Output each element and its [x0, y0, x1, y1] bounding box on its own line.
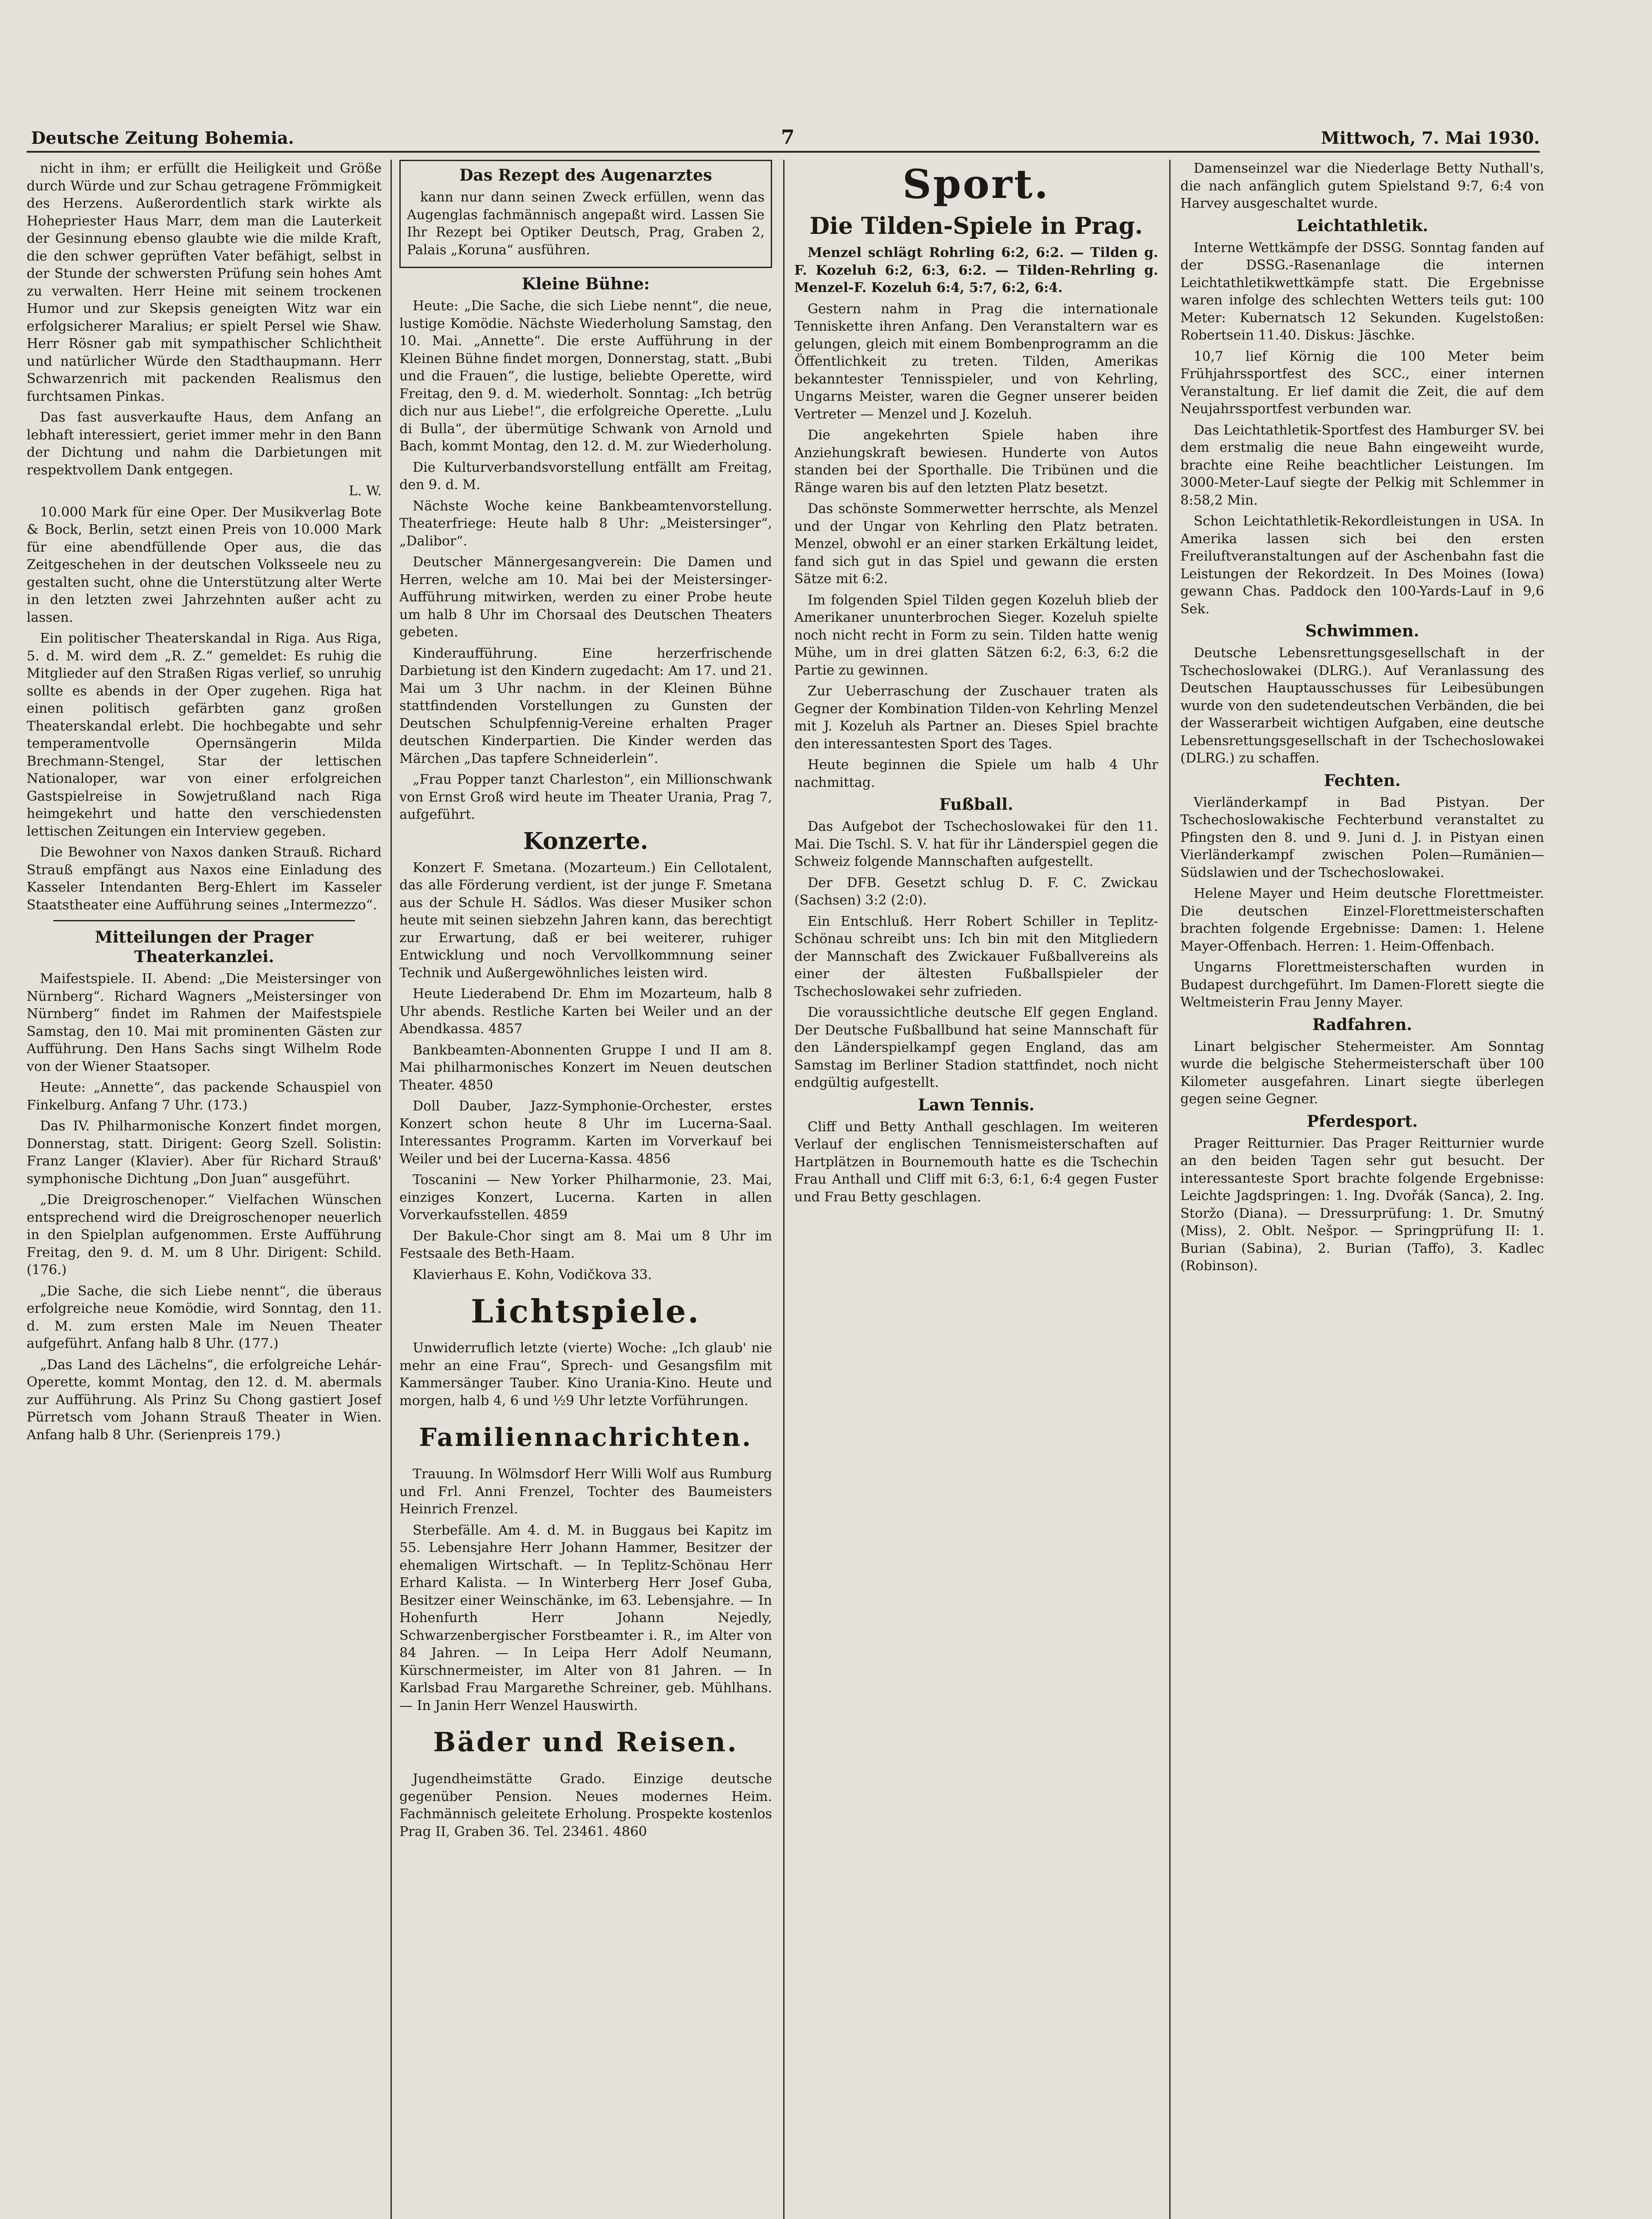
- article-paragraph: „Die Sache, die sich Liebe nennt“, die überaus erfolgreiche neue Komödie, wird Sonntag, den 11. d. M. zum ersten Male im Neuen Theater aufgeführt. Anfang halb 8 Uhr. (177.): [27, 1283, 382, 1351]
- article-paragraph: „Frau Popper tanzt Charleston“, ein Millionschwank von Ernst Groß wird heute im Theater Urania, Prag 7, aufgeführt.: [399, 772, 772, 822]
- article-paragraph: Cliff und Betty Anthall geschlagen. Im weiteren Verlauf der englischen Tennismeisterschaften auf Hartplätzen in Bournemouth hatte es die Tschechin Frau Anthall und Cliff mit 6:3, 6:1, 6:4 gegen Fuster und Frau Betty geschlagen.: [794, 1119, 1158, 1205]
- signature: L. W.: [348, 483, 382, 499]
- article-paragraph: Die Kulturverbandsvorstellung entfällt am Freitag, den 9. d. M.: [399, 459, 772, 493]
- article-paragraph: Kinderaufführung. Eine herzerfrischende Darbietung ist den Kindern zugedacht: Am 17. und 21. Mai um 3 Uhr nachm. in der Kleinen Bühne stattfindenden Vorstellungen zu Gunsten der Deutschen Schulpfennig-Vereine erhalten Prager deutschen Kinderpartien. Die Kinder werden das Märchen „Das tapfere Schneiderlein“.: [399, 645, 772, 766]
- article-paragraph: Heute: „Die Sache, die sich Liebe nennt“, die neue, lustige Komödie. Nächste Wiederholung Samstag, den 10. Mai. „Annette“. Die erste Aufführung in der Kleinen Bühne findet morgen, Donnerstag, statt. „Bubi und die Frauen“, die lustige, beliebte Operette, wird Freitag, den 9. d. M. wiederholt. Sonntag: „Ich betrüg dich nur aus Liebe!“, die erfolgreiche Operette. „Lulu di Bulla“, der übermütige Schwank von Arnold und Bach, kommt Montag, den 12. d. M. zur Wiederholung.: [399, 298, 772, 454]
- article-paragraph: Jugendheimstätte Grado. Einzige deutsche gegenüber Pension. Neues modernes Heim. Fachmännisch geleitete Erholung. Prospekte kostenlos Prag II, Graben 36. Tel. 23461. 4860: [399, 1771, 772, 1840]
- section-heading: Fechten.: [1324, 771, 1401, 790]
- article-paragraph: Schon Leichtathletik-Rekordleistungen in USA. In Amerika lassen sich bei den ersten Freiluftveranstaltungen auf der Aschenbahn fast die Leistungen der Rekordzeit. In Des Moines (Iowa) gewann Chas. Paddock den 100-Yards-Lauf in 9,6 Sek.: [1180, 513, 1544, 617]
- article-paragraph: Der DFB. Gesetzt schlug D. F. C. Zwickau (Sachsen) 3:2 (2:0).: [794, 875, 1158, 908]
- article-paragraph: Heute: „Annette“, das packende Schauspiel von Finkelburg. Anfang 7 Uhr. (173.): [27, 1080, 382, 1113]
- page-number: 7: [781, 126, 795, 149]
- article-paragraph: Linart belgischer Stehermeister. Am Sonntag wurde die belgische Stehermeisterschaft über 100 Kilometer ausgefahren. Linart siegte überlegen gegen seine Gegner.: [1180, 1038, 1544, 1107]
- column-rule: [390, 160, 392, 2219]
- article-paragraph: Klavierhaus E. Kohn, Vodičkova 33.: [413, 1267, 652, 1283]
- article-paragraph: 10,7 lief Körnig die 100 Meter beim Frühjahrssportfest des SCC., einer internen Veranstaltung. Er lief damit die Zeit, die auf dem Neujahrssportfest verbunden war.: [1180, 348, 1544, 417]
- section-heading: Lichtspiele.: [471, 1292, 701, 1330]
- article-paragraph: Vierländerkampf in Bad Pistyan. Der Tschechoslowakische Fechterbund veranstaltet zu Pfingsten den 8. und 9. Juni d. J. in Pistyan einen Vierländerkampf zwischen Polen—Rumänien—Südslawien und der Tschechoslowakei.: [1180, 794, 1544, 880]
- article-paragraph: Unwiderruflich letzte (vierte) Woche: „Ich glaub' nie mehr an eine Frau“, Sprech- und Gesangsfilm mit Kammersänger Tauber. Kino Urania-Kino. Heute und morgen, halb 4, 6 und ½9 Uhr letzte Vorführungen.: [399, 1340, 772, 1409]
- column-1: [27, 160, 382, 2219]
- section-heading: Radfahren.: [1312, 1015, 1412, 1034]
- article-paragraph: Ein politischer Theaterskandal in Riga. Aus Riga, 5. d. M. wird dem „R. Z.“ gemeldet: Es ruhig die Mitglieder auf den Straßen Rigas verlief, so unruhig sollte es abends in der Oper zugehen. Riga hat einen politisch gefärbten ganz großen Theaterskandal erlebt. Die hochbegabte und sehr temperamentvolle Opernsängerin Milda Brechmann-Stengel, Star der lettischen Nationaloper, war von einer erfolgreichen Gastspielreise in Sowjetrußland nach Riga heimgekehrt und hatte den verschiedensten lettischen Zeitungen ein Interview gegeben.: [27, 631, 382, 839]
- newspaper-name: Deutsche Zeitung Bohemia.: [31, 128, 294, 148]
- column-3: [794, 160, 1158, 2219]
- column-4: [1180, 160, 1544, 2219]
- section-heading: Lawn Tennis.: [918, 1095, 1035, 1114]
- article-headline: Die Tilden-Spiele in Prag.: [809, 213, 1143, 240]
- section-heading: Familiennachrichten.: [419, 1423, 753, 1452]
- article-lead: Menzel schlägt Rohrling 6:2, 6:2. — Tilden g. F. Kozeluh 6:2, 6:3, 6:2. — Tilden-Rehrling g. Menzel-F. Kozeluh 6:4, 5:7, 6:2, 6:4.: [794, 245, 1158, 296]
- column-rule: [783, 160, 785, 2219]
- article-paragraph: Im folgenden Spiel Tilden gegen Kozeluh blieb der Amerikaner ununterbrochen Sieger. Kozeluh spielte noch nicht recht in Form zu sein. Tilden hatte wenig Mühe, um in drei glatten Sätzen 6:2, 6:3, 6:2 die Partie zu gewinnen.: [794, 592, 1158, 678]
- article-paragraph: Gestern nahm in Prag die internationale Tenniskette ihren Anfang. Den Veranstaltern war es gelungen, gleich mit einem Bombenprogramm an die Öffentlichkeit zu treten. Tilden, Amerikas bekanntester Tennisspieler, und von Kehrling, Ungarns Meister, waren die Gegner unserer beiden Vertreter — Menzel und J. Kozeluh.: [794, 301, 1158, 422]
- article-paragraph: Sterbefälle. Am 4. d. M. in Buggaus bei Kapitz im 55. Lebensjahre Herr Johann Hammer, Besitzer der ehemaligen Wirtschaft. — In Teplitz-Schönau Herr Erhard Kalista. — In Winterberg Herr Josef Guba, Besitzer einer Weinschänke, im 63. Lebensjahre. — In Hohenfurth Herr Johann Nejedly, Schwarzenbergischer Forstbeamter i. R., im Alter von 84 Jahren. — In Leipa Herr Adolf Neumann, Kürschnermeister, im Alter von 81 Jahren. — In Karlsbad Frau Margarethe Schreiner, geb. Mühlhans. — In Janin Herr Wenzel Hauswirth.: [399, 1522, 772, 1714]
- article-paragraph: Die angekehrten Spiele haben ihre Anziehungskraft bewiesen. Hunderte von Autos standen bei der Sporthalle. Die Tribünen und die Ränge waren bis auf den letzten Platz besetzt.: [794, 427, 1158, 496]
- advertisement-box: [399, 160, 772, 268]
- article-paragraph: Das schönste Sommerwetter herrschte, als Menzel und der Ungar von Kehrling den Platz betraten. Menzel, obwohl er an einer starken Erkältung leidet, fand sich gut in das Spiel und gewann die ersten Sätze mit 6:2.: [794, 501, 1158, 587]
- ad-text: kann nur dann seinen Zweck erfüllen, wenn das Augenglas fachmännisch angepaßt wird. Lassen Sie Ihr Rezept bei Optiker Deutsch, Prag, Graben 2, Palais „Koruna“ ausführen.: [407, 190, 765, 258]
- page-header: [27, 124, 1540, 153]
- section-heading: Fußball.: [939, 795, 1013, 814]
- article-paragraph: Prager Reitturnier. Das Prager Reitturnier wurde an den beiden Tagen sehr gut besucht. Der interessanteste Sport brachte folgende Ergebnisse: Leichte Jagdspringen: 1. Ing. Dvořák (Sanca), 2. Ing. Storžo (Diana). — Dressurprüfung: 1. Dr. Smutný (Miss), 2. Oblt. Nešpor. — Springprüfung II: 1. Burian (Sabina), 2. Burian (Taffo), 3. Kadlec (Robinson).: [1180, 1135, 1544, 1274]
- article-paragraph: Damenseinzel war die Niederlage Betty Nuthall's, die nach anfänglich gutem Spielstand 9:7, 6:4 von Harvey ausgeschaltet wurde.: [1180, 161, 1544, 211]
- section-heading: Pferdesport.: [1306, 1112, 1418, 1131]
- article-paragraph: Die voraussichtliche deutsche Elf gegen England. Der Deutsche Fußballbund hat seine Mannschaft für den Länderspielkampf gegen England, das am Samstag im Berliner Stadion stattfindet, noch nicht endgültig aufgestellt.: [794, 1005, 1158, 1090]
- article-paragraph: Ungarns Florettmeisterschaften wurden in Budapest durchgeführt. Im Damen-Florett siegte die Weltmeisterin Frau Jenny Mayer.: [1180, 959, 1544, 1010]
- section-heading: Leichtathletik.: [1296, 216, 1428, 235]
- article-paragraph: „Die Dreigroschenoper.“ Vielfachen Wünschen entsprechend wird die Dreigroschenoper neuerlich in den Spielplan aufgenommen. Erste Aufführung Freitag, den 9. d. M. um 8 Uhr. Dirigent: Schild. (176.): [27, 1192, 382, 1278]
- article-paragraph: Das Aufgebot der Tschechoslowakei für den 11. Mai. Die Tschl. S. V. hat für ihr Länderspiel gegen die Schweiz folgende Mannschaften aufgestellt.: [794, 819, 1158, 869]
- article-paragraph: Deutsche Lebensrettungsgesellschaft in der Tschechoslowakei (DLRG.). Auf Veranlassung des Deutschen Hauptausschusses für Leibesübungen wurde von den sudetendeutschen Verbänden, die bei der Wasserarbeit wichtigen Aufgaben, eine deutsche Lebensrettungsgesellschaft in der Tschechoslowakei (DLRG.) zu schaffen.: [1180, 645, 1544, 766]
- article-paragraph: Doll Dauber, Jazz-Symphonie-Orchester, erstes Konzert schon heute 8 Uhr im Lucerna-Saal. Interessantes Programm. Karten im Vorverkauf bei Weiler und bei der Lucerna-Kassa. 4856: [399, 1098, 772, 1167]
- article-paragraph: Toscanini — New Yorker Philharmonie, 23. Mai, einziges Konzert, Lucerna. Karten in allen Vorverkaufsstellen. 4859: [399, 1172, 772, 1223]
- article-paragraph: Konzert F. Smetana. (Mozarteum.) Ein Cellotalent, das alle Förderung verdient, ist der junge F. Smetana aus der Schule H. Sádlos. Was dieser Musiker schon heute mit seinen siebzehn Jahren kann, das berechtigt zur Erwartung, daß er bei weiterer, ruhiger Entwicklung und noch Vervollkommnung seiner Technik und Außergewöhnliches leisten wird.: [399, 860, 772, 981]
- article-paragraph: Heute beginnen die Spiele um halb 4 Uhr nachmittag.: [794, 757, 1158, 790]
- section-heading: Konzerte.: [523, 827, 648, 855]
- article-paragraph: Ein Entschluß. Herr Robert Schiller in Teplitz-Schönau schreibt uns: Ich bin mit den Mitgliedern der Mannschaft des Zwickauer Fußballvereins als einer der ältesten Fußballspieler der Tschechoslowakei sehr zufrieden.: [794, 913, 1158, 999]
- section-heading: Mitteilungen der Prager Theaterkanzlei.: [95, 928, 314, 966]
- issue-date: Mittwoch, 7. Mai 1930.: [1321, 128, 1540, 148]
- column-rule: [1169, 160, 1171, 2219]
- ad-title: Das Rezept des Augenarztes: [459, 166, 712, 185]
- article-paragraph: Trauung. In Wölmsdorf Herr Willi Wolf aus Rumburg und Frl. Anni Frenzel, Tochter des Baumeisters Heinrich Frenzel.: [399, 1466, 772, 1517]
- column-2: [399, 160, 772, 2219]
- article-paragraph: Interne Wettkämpfe der DSSG. Sonntag fanden auf der DSSG.-Rasenanlage die internen Leichtathletikwettkämpfe statt. Die Ergebnisse waren infolge des schlechten Wetters teils gut: 100 Meter: Kubernatsch 12 Sekunden. Kugelstoßen: Robertsein 11.40. Diskus: Jäschke.: [1180, 240, 1544, 343]
- section-heading: Schwimmen.: [1305, 622, 1419, 640]
- article-paragraph: Die Bewohner von Naxos danken Strauß. Richard Strauß empfängt aus Naxos eine Einladung des Kasseler Intendanten Berg-Ehlert im Kasseler Staatstheater eine Aufführung seines „Intermezzo“.: [27, 845, 382, 913]
- article-paragraph: Nächste Woche keine Bankbeamtenvorstellung. Theaterfriege: Heute halb 8 Uhr: „Meistersinger“, „Dalibor“.: [399, 498, 772, 549]
- article-paragraph: „Das Land des Lächelns“, die erfolgreiche Lehár-Operette, kommt Montag, den 12. d. M. abermals zur Aufführung. Als Prinz Su Chong gastiert Josef Pürretsch vom Johann Strauß Theater in Wien. Anfang halb 8 Uhr. (Serienpreis 179.): [27, 1357, 382, 1443]
- article-paragraph: Zur Ueberraschung der Zuschauer traten als Gegner der Kombination Tilden-von Kehrling Menzel mit J. Kozeluh als Partner an. Dieses Spiel brachte den interessantesten Sport des Tages.: [794, 683, 1158, 752]
- article-paragraph: Das IV. Philharmonische Konzert findet morgen, Donnerstag, statt. Dirigent: Georg Szell. Solistin: Franz Langer (Klavier). Aber für Richard Strauß' symphonische Dichtung „Don Juan“ ausgeführt.: [27, 1118, 382, 1187]
- article-paragraph: Maifestspiele. II. Abend: „Die Meistersinger von Nürnberg“. Richard Wagners „Meistersinger von Nürnberg“ findet im Rahmen der Maifestspiele Samstag, den 10. Mai mit prominenten Gästen zur Aufführung. Den Hans Sachs singt Wilhelm Rode von der Wiener Staatsoper.: [27, 971, 382, 1074]
- article-paragraph: Bankbeamten-Abonnenten Gruppe I und II am 8. Mai philharmonisches Konzert im Neuen deutschen Theater. 4850: [399, 1042, 772, 1093]
- sport-title: Sport.: [902, 161, 1050, 208]
- article-paragraph: Der Bakule-Chor singt am 8. Mai um 8 Uhr im Festsaale des Beth-Haam.: [399, 1228, 772, 1261]
- article-paragraph: Helene Mayer und Heim deutsche Florettmeister. Die deutschen Einzel-Florettmeisterschaften brachten folgende Ergebnisse: Damen: 1. Helene Mayer-Offenbach. Herren: 1. Heim-Offenbach.: [1180, 886, 1544, 954]
- section-heading: Bäder und Reisen.: [433, 1727, 738, 1758]
- divider: [53, 920, 355, 921]
- article-paragraph: Das fast ausverkaufte Haus, dem Anfang an lebhaft interessiert, geriet immer mehr in den Bann der Dichtung und nahm die Darbietungen mit respektvollem Dank entgegen.: [27, 410, 382, 478]
- section-heading: Kleine Bühne:: [521, 275, 650, 293]
- article-paragraph: Deutscher Männergesangverein: Die Damen und Herren, welche am 10. Mai bei der Meistersinger-Aufführung mitwirken, werden zu einer Probe heute um halb 8 Uhr im Chorsaal des Deutschen Theaters gebeten.: [399, 554, 772, 640]
- article-paragraph: nicht in ihm; er erfüllt die Heiligkeit und Größe durch Würde und zur Schau getragene Frömmigkeit des Herzens. Außerordentlich stark wirkte als Hohepriester Haus Marr, dem man die Lauterkeit der Gesinnung ebenso glaubte wie die milde Kraft, die den schwer geprüften Vater befähigt, selbst in der Stunde der schwersten Prüfung sein hohes Amt zu verwalten. Herr Heine mit seinem trockenen Humor und zur Skepsis geneigten Witz war ein erfolgsicherer Maralius; er spielt Persel wie Shaw. Herr Rösner gab mit sympathischer Schlichtheit und natürlicher Würde den Stadthaupmann. Herr Schwarzenrich mit packenden Realismus den furchtsamen Pinkas.: [27, 161, 382, 404]
- article-paragraph: 10.000 Mark für eine Oper. Der Musikverlag Bote & Bock, Berlin, setzt einen Preis von 10.000 Mark für eine abendfüllende Oper aus, die das Zeitgeschehen in der deutschen Volksseele neu zu gestalten sucht, ohne die Unterstützung alter Werte in den letzten zwei Jahrzehnten außer acht zu lassen.: [27, 504, 382, 625]
- article-paragraph: Das Leichtathletik-Sportfest des Hamburger SV. bei dem erstmalig die neue Bahn eingeweiht wurde, brachte eine Reihe beachtlicher Leistungen. Im 3000-Meter-Lauf siegte der Pelkig mit Schlemmer in 8:58,2 Min.: [1180, 422, 1544, 508]
- article-paragraph: Heute Liederabend Dr. Ehm im Mozarteum, halb 8 Uhr abends. Restliche Karten bei Weiler und an der Abendkassa. 4857: [399, 986, 772, 1037]
